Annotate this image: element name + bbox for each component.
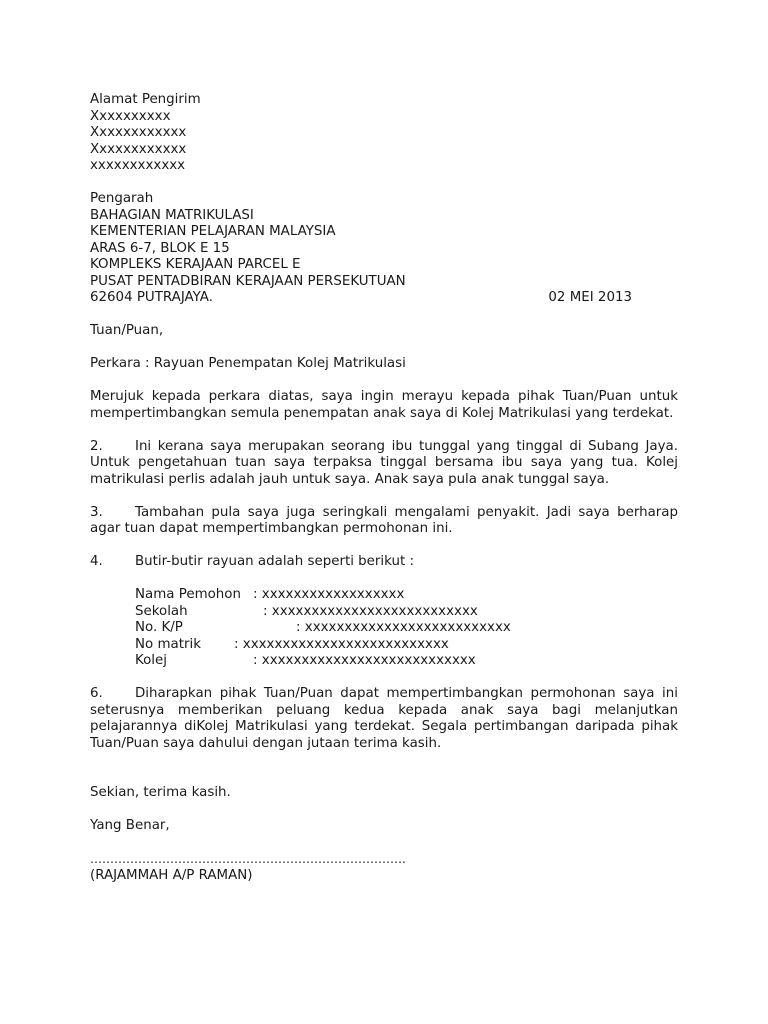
detail-value: : xxxxxxxxxxxxxxxxxxxxxxxxxx: [296, 620, 511, 635]
detail-row: [90, 653, 678, 670]
detail-label: Kolej: [135, 653, 167, 668]
paragraph-3: [90, 505, 678, 538]
paragraph-4-text: Butir-butir rayuan adalah seperti berikut :: [135, 554, 414, 569]
detail-row: [90, 637, 678, 654]
recipient-line: ARAS 6-7, BLOK E 15: [90, 240, 230, 256]
detail-row: [90, 620, 678, 637]
detail-value: : xxxxxxxxxxxxxxxxxxxxxxxxxx: [234, 636, 449, 652]
sender-line: Xxxxxxxxxxxx: [90, 141, 187, 157]
paragraph-2-text: Ini kerana saya merupakan seorang ibu tunggal yang tinggal di Subang Jaya. Untuk pengetahuan tuan saya terpaksa tinggal bersama ibu saya yang tua. Kolej matrikulasi perlis adalah jauh untuk saya. Anak saya pula anak tunggal saya.: [90, 438, 678, 487]
paragraph-1: Merujuk kepada perkara diatas, saya ingin merayu kepada pihak Tuan/Puan untuk mempertimbangkan semula penempatan anak saya di Kolej Matrikulasi yang terdekat.: [90, 389, 678, 421]
recipient-line: BAHAGIAN MATRIKULASI: [90, 207, 254, 223]
paragraph-6-text: Diharapkan pihak Tuan/Puan dapat mempertimbangkan permohonan saya ini seterusnya memberikan peluang kedua kepada anak saya bagi melanjutkan pelajarannya diKolej Matrikulasi yang terdekat. Segala pertimbangan daripada pihak Tuan/Puan saya dahului dengan jutaan terima kasih.: [90, 686, 678, 751]
sender-heading: Alamat Pengirim: [90, 92, 201, 107]
signatory-name: (RAJAMMAH A/P RAMAN): [90, 867, 253, 883]
details-list: [90, 587, 678, 670]
paragraph-6: [90, 686, 678, 752]
sign-off: Yang Benar,: [90, 818, 170, 833]
paragraph-number: 4.: [90, 554, 103, 569]
recipient-line: Pengarah: [90, 191, 154, 206]
recipient-postcode-city: 62604 PUTRAJAYA.: [90, 290, 213, 305]
sender-line: xxxxxxxxxxxx: [90, 158, 186, 173]
recipient-line: KOMPLEKS KERAJAAN PARCEL E: [90, 257, 301, 272]
closing-thanks: Sekian, terima kasih.: [90, 785, 231, 800]
sender-line: Xxxxxxxxxxxx: [90, 125, 187, 140]
sender-line: Xxxxxxxxxx: [90, 108, 171, 124]
detail-value: : xxxxxxxxxxxxxxxxxxxxxxxxxxx: [253, 653, 476, 668]
paragraph-number: 3.: [90, 504, 103, 520]
recipient-line: PUSAT PENTADBIRAN KERAJAAN PERSEKUTUAN: [90, 273, 406, 289]
paragraph-3-text: Tambahan pula saya juga seringkali mengalami penyakit. Jadi saya berharap agar tuan dapat mempertimbangkan permohonan ini.: [90, 504, 678, 536]
detail-value: : xxxxxxxxxxxxxxxxxxxxxxxxxx: [263, 603, 478, 619]
letter-date: 02 MEI 2013: [548, 290, 632, 305]
salutation: Tuan/Puan,: [90, 323, 164, 338]
letter-body: [90, 92, 678, 884]
detail-value: : xxxxxxxxxxxxxxxxxx: [253, 587, 405, 602]
detail-label: Nama Pemohon: [135, 587, 241, 602]
detail-label: No. K/P: [135, 620, 183, 635]
detail-label: Sekolah: [135, 603, 188, 619]
detail-row: [90, 587, 678, 604]
detail-row: [90, 604, 678, 621]
recipient-address: [90, 191, 678, 307]
recipient-line: KEMENTERIAN PELAJARAN MALAYSIA: [90, 224, 336, 239]
sender-address: [90, 92, 678, 175]
recipient-last-row: [90, 290, 632, 307]
paragraph-number: 6.: [90, 686, 103, 701]
paragraph-number: 2.: [90, 438, 103, 454]
signature-line: …………………………………………………………………….: [90, 852, 406, 866]
detail-label: No matrik: [135, 636, 201, 652]
paragraph-2: [90, 439, 678, 489]
subject-line: Perkara : Rayuan Penempatan Kolej Matrikulasi: [90, 356, 406, 371]
paragraph-4: [90, 554, 678, 571]
